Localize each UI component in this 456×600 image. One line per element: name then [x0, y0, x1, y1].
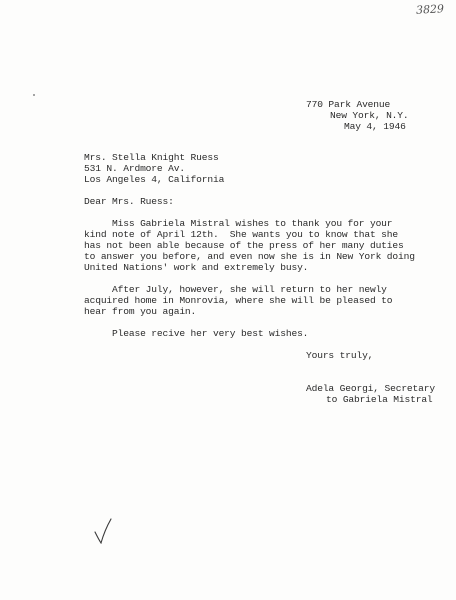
sender-address-line2: New York, N.Y. — [330, 110, 409, 121]
checkmark-icon — [94, 518, 112, 544]
paragraph1-line: to answer you before, and even now she is in New York doing — [84, 251, 415, 262]
paragraph1-line: United Nations' work and extremely busy. — [84, 262, 309, 273]
paragraph2-line: acquired home in Monrovia, where she will be pleased to — [84, 295, 393, 306]
paragraph1-line: Miss Gabriela Mistral wishes to thank you for your — [84, 218, 393, 229]
archive-number: 3829 — [415, 2, 445, 17]
paragraph2-line: After July, however, she will return to her newly — [84, 284, 387, 295]
paragraph1-line: has not been able because of the press of her many duties — [84, 240, 404, 251]
closing: Yours truly, — [306, 350, 374, 361]
recipient-name: Mrs. Stella Knight Ruess — [84, 152, 219, 163]
paragraph1-line: kind note of April 12th. She wants you to know that she — [84, 229, 399, 240]
paper-speck — [33, 94, 35, 96]
sender-address-line1: 770 Park Avenue — [306, 99, 391, 110]
signature-line2: to Gabriela Mistral — [326, 394, 433, 405]
paragraph2-line: hear from you again. — [84, 306, 197, 317]
salutation: Dear Mrs. Ruess: — [84, 196, 174, 207]
recipient-street: 531 N. Ardmore Av. — [84, 163, 185, 174]
letter-date: May 4, 1946 — [344, 121, 406, 132]
recipient-city: Los Angeles 4, California — [84, 174, 225, 185]
signature-line1: Adela Georgi, Secretary — [306, 383, 435, 394]
paragraph3: Please recive her very best wishes. — [84, 328, 309, 339]
